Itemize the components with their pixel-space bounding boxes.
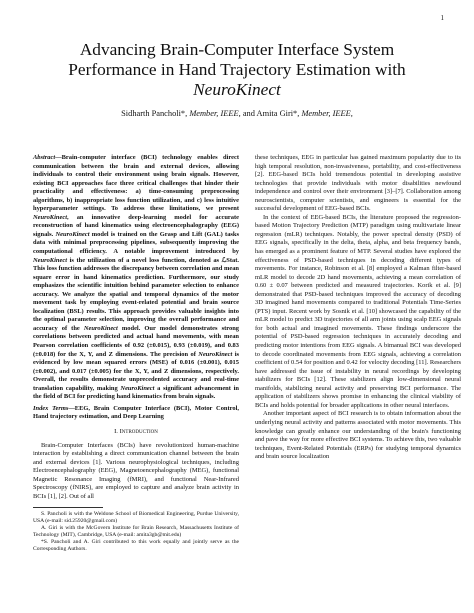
- footnote-affiliation-1: S. Pancholi is with the Weldone School of Biomedical Engineering, Purdue University, USA (e-mail: sid.25920@gmail.com): [33, 511, 239, 525]
- model-name: NeuroKinect: [33, 213, 67, 221]
- abstract-text: model. Our model demonstrates strong correlations between predicted and actual hand movements, with mean Pearson correlation coefficients of 0.92 (±0.015), 0.93 (±0.019), and 0.83 (±0.018) for the X, Y, and Z dimensions. The precision of: [33, 324, 239, 358]
- author-line: [0, 109, 474, 118]
- title-line-3: NeuroKinect: [193, 80, 281, 99]
- title-line-2: Performance in Hand Trajectory Estimation with: [68, 60, 406, 79]
- abstract-text: is the utilization of a novel loss function, denoted as ℒStat. This loss function addresses the discrepancy between correlation and mean square error in hand kinematics prediction. Furthermore, our study emphasizes the scientific intuition behind parameter selection to enhance accuracy. We analyze the spatial and temporal dynamics of the motor movement task by employing event-related potential and brain source localization (BSL) results. This approach provides valuable insights into the optimal parameter selection, improving the overall performance and accuracy of the: [33, 256, 239, 332]
- paper-title: [0, 40, 474, 100]
- footnote-affiliation-2: A. Giri is with the McGovern Institute for Brain Research, Massachusetts Institute of Technology (MIT), Cambridge, USA (e-mail: amita3gb@mit.edu): [33, 525, 239, 539]
- author-1-membership: Member, IEEE,: [189, 109, 241, 118]
- author-2: and Amita Giri*,: [240, 109, 302, 118]
- model-name: NeuroKinect: [33, 256, 67, 264]
- page-number: 1: [440, 14, 444, 22]
- model-name: NeuroKinect: [120, 384, 155, 392]
- abstract-text: model is trained on the Grasp and Lift (GAL) tasks data with minimal preprocessing pipelines, subsequently improving the computational efficiency. A notable improvement introduced by: [33, 230, 239, 256]
- title-line-1: Advancing Brain-Computer Interface System: [79, 40, 395, 59]
- abstract-label: Abstract: [33, 154, 56, 161]
- index-terms-label: Index Terms: [33, 404, 69, 412]
- model-name: NeuroKinect: [198, 350, 233, 358]
- abstract-text: , an innovative deep-learning model for accurate reconstruction of hand kinematics using electroencephalography (EEG) signals.: [33, 213, 239, 238]
- abstract-text: —Brain-computer interface (BCI) technology enables direct communication between the brain and external devices, allowing individuals to control their environment using brain signals. However, existing BCI approaches face three critical challenges that hinder their practicality and effectiveness: a) time-consuming preprocessing algorithms, b) inappropriate loss function utilization, and c) less intuitive hyperparameter settings. To address these limitations, we present: [33, 154, 239, 213]
- right-column: [255, 154, 461, 462]
- footnote-rule: [33, 507, 103, 508]
- abstract-text: a significant advancement in the field of BCI for predicting hand kinematics from brain signals.: [33, 384, 239, 401]
- model-name: NeuroKinect: [55, 230, 90, 238]
- body-paragraph-2: In the context of EEG-based BCIs, the literature proposed the regression-based Motion Trajectory Prediction (MTP) paradigm using multivariate linear regression (mLR) techniques. Notably, the power spectral density (PSD) of EEG signals, specifically in the delta, theta, alpha, and beta frequency bands, has emerged as a prominent feature of MTP. Several studies have explored the effectiveness of PSD-based techniques in decoding different types of movements. For instance, Robinson et al. [8] employed a Kalman filter-based mLR model to decode 2D hand movements, achieving a mean correlation of 0.60 ± 0.07 between predicted and measured trajectories. Korik et al. [9] demonstrated that PSD-based techniques improved the accuracy of decoding 3D imagined hand movements compared to traditional Potentials Time-Series (PTS) input. Recent work by Sosnik et al. [10] showcased the capability of the mLR model to predict 3D trajectories of all arm joints using scalp EEG signals for both actual and imagined movements. These findings underscore the potential of PSD-based regression techniques in accurately decoding and predicting motor intentions from EEG signals. A bimanual BCI was developed to decode coordinated movements from EEG signals, achieving a correlation coefficient of 0.54 for position and 0.42 for velocity decoding [11]. Researchers have addressed the issue of instability in neural recordings by developing stabilizers for BCIs [12]. These stabilizers align low-dimensional neural manifolds, stabilizing neural activity and preserving BCI performance. The application of stabilizers shows promise in enhancing the clinical viability of BCIs and holds potential for broader applications in other neural interfaces.: [255, 213, 461, 409]
- abstract-text: is evidenced by low mean squared errors (MSE) of 0.016 (±0.001), 0.015 (±0.002), and 0.017 (±0.005) for the X, Y, and Z dimensions, respectively. Overall, the results demonstrate unprecedented accuracy and real-time translation capability, making: [33, 350, 239, 392]
- index-terms: [33, 405, 239, 422]
- body-paragraph-3: Another important aspect of BCI research is to obtain information about the underlying neural activity and patterns associated with motor movements. This knowledge can greatly enhance our understanding of the brain's functioning and pave the way for more effective BCI systems. To achieve this, two valuable techniques, Event-Related Potentials (ERPs) for studying temporal dynamics and brain source localization: [255, 410, 461, 461]
- body-paragraph-1: these techniques, EEG in particular has gained maximum popularity due to its high temporal resolution, non-invasiveness, portability, and cost-effectiveness [2]. EEG-based BCIs hold tremendous potential in developing assistive technologies that provide individuals with motor disabilities newfound independence and control over their environment [3]–[7]. Collaboration among neuroscientists, computer scientists, and engineers is essential for the successful development of EEG-based BCIs.: [255, 154, 461, 213]
- author-2-membership: Member, IEEE,: [301, 109, 353, 118]
- abstract: [33, 154, 239, 402]
- intro-paragraph: Brain-Computer Interfaces (BCIs) have revolutionized human-machine interaction by establishing a direct communication channel between the brain and external devices [1]. Various neurophysiological techniques, including Electroencephalography (EEG), Magnetoencephalography (MEG), functional Magnetic Resonance Imaging (fMRI), and functional Near-Infrared Spectroscopy (fNIRS), are employed to capture and analyze brain activity in BCIs [1], [2]. Out of all: [33, 441, 239, 500]
- footnote-corresponding: *S. Pancholi and A. Giri contributed to this work equally and jointly serve as the Corresponding Authors.: [33, 539, 239, 553]
- author-1: Sidharth Pancholi*,: [121, 109, 190, 118]
- model-name: NeuroKinect: [83, 324, 118, 332]
- index-terms-text: —EEG, Brain Computer Interface (BCI), Motor Control, Hand trajectory estimation, and Deep Learning: [33, 404, 239, 421]
- left-column: [33, 154, 239, 553]
- section-heading: I. Introduction: [114, 427, 158, 435]
